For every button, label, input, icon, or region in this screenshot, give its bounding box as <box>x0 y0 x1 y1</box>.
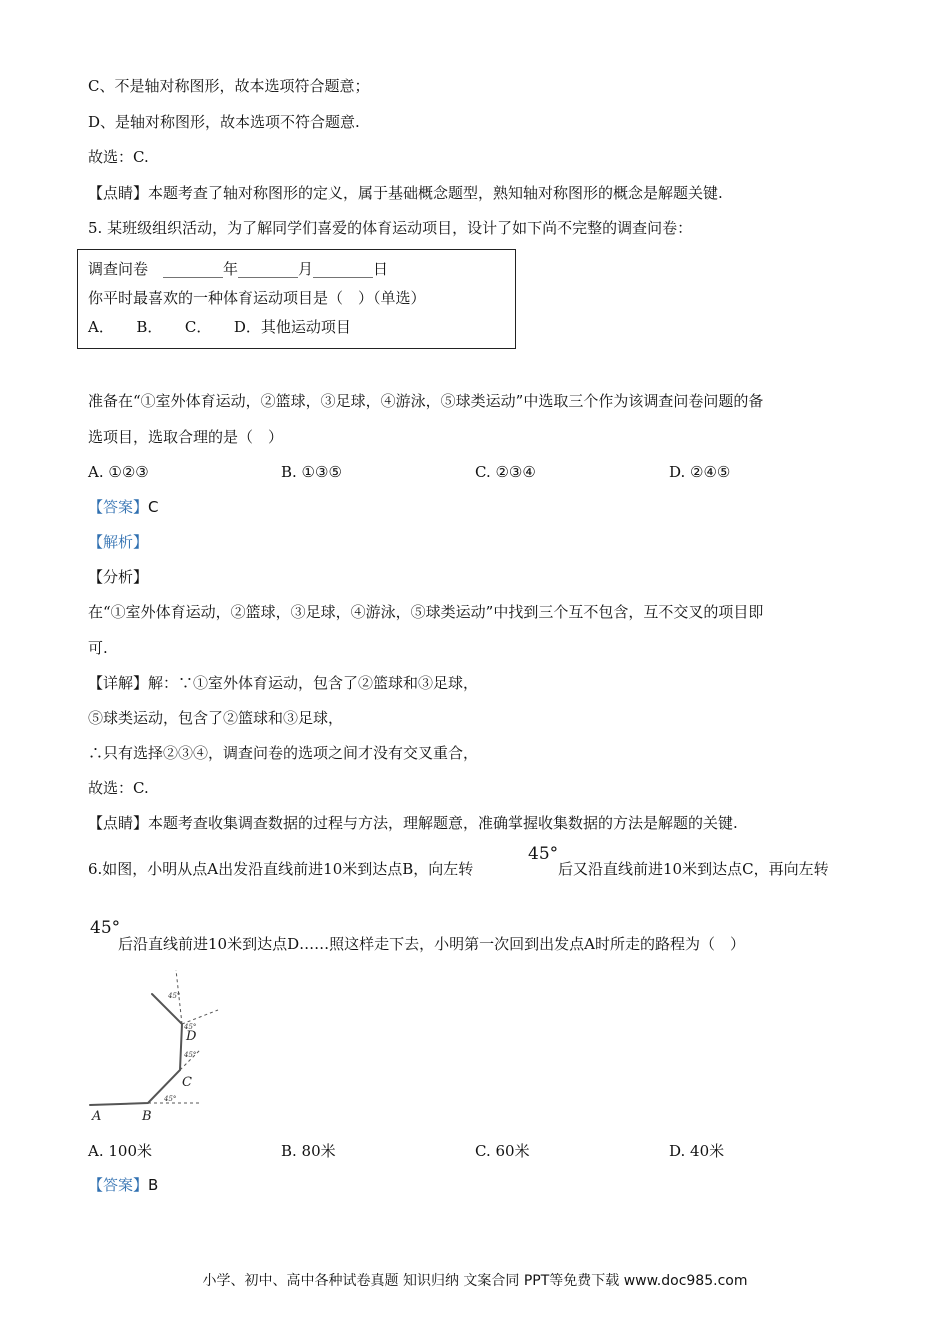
option-a: A. ①②③ <box>88 463 149 481</box>
analysis-tag: 【解析】 <box>88 533 149 551</box>
option-a: A. 100米 <box>88 1142 152 1160</box>
note-tag: 【点睛】 <box>88 814 149 832</box>
walk-path-figure <box>80 970 240 1130</box>
point-label-b: B <box>142 1109 152 1124</box>
angle-mark: 45° <box>168 992 181 1000</box>
question-5-text: 准备在“①室外体育运动，②篮球，③足球，④游泳，⑤球类运动”中选取三个作为该调查问卷问题的备 <box>88 392 764 410</box>
text-line: 故选：C. <box>88 148 149 166</box>
detail-line <box>88 673 478 693</box>
fenxi-text: 在“①室外体育运动，②篮球，③足球，④游泳，⑤球类运动”中找到三个互不包含，互不交叉的项目即 <box>88 603 764 621</box>
note-line <box>88 183 723 203</box>
note-tag: 【点睛】 <box>88 184 149 202</box>
detail-text: 解：∵①室外体育运动，包含了②篮球和③足球， <box>148 674 479 692</box>
option-c: C. ②③④ <box>475 463 536 481</box>
option-c: C. 60米 <box>475 1142 530 1160</box>
answer-line <box>88 1175 158 1195</box>
answer-value: B <box>148 1176 159 1194</box>
option-b: B. ①③⑤ <box>281 463 342 481</box>
text-line: C、不是轴对称图形，故本选项符合题意； <box>88 77 370 95</box>
text-line: D、是轴对称图形，故本选项不符合题意. <box>88 113 360 131</box>
fenxi-text: 可. <box>88 639 108 657</box>
detail-text: 故选：C. <box>88 779 149 797</box>
note-text: 本题考查了轴对称图形的定义，属于基础概念题型，熟知轴对称图形的概念是解题关键. <box>148 184 723 202</box>
point-label-d: D <box>186 1029 197 1044</box>
detail-text: ⑤球类运动，包含了②篮球和③足球， <box>88 709 344 727</box>
question-6-a: 6.如图，小明从点A出发沿直线前进10米到达点B，向左转 <box>88 860 474 878</box>
page-footer: 小学、初中、高中各种试卷真题 知识归纳 文案合同 PPT等免费下载 www.doc985.com <box>202 1273 748 1289</box>
survey-row: A． B． C． D．其他运动项目 <box>88 318 351 336</box>
angle-label: 45° <box>528 844 559 864</box>
survey-row: 调查问卷 ________年________月________日 <box>88 260 389 278</box>
detail-tag: 【详解】 <box>88 674 149 692</box>
angle-mark: 45° <box>184 1023 197 1031</box>
detail-text: ∴只有选择②③④，调查问卷的选项之间才没有交叉重合， <box>88 744 479 762</box>
answer-tag: 【答案】 <box>88 498 149 516</box>
angle-label: 45° <box>90 918 121 938</box>
option-b: B. 80米 <box>281 1142 336 1160</box>
question-6-b: 后又沿直线前进10米到达点C，再向左转 <box>558 860 829 878</box>
note-text: 本题考查收集调查数据的过程与方法，理解题意，准确掌握收集数据的方法是解题的关键. <box>148 814 738 832</box>
angle-mark: 45° <box>164 1095 177 1103</box>
answer-value: C <box>148 498 159 516</box>
survey-box <box>77 249 516 349</box>
fenxi-tag: 【分析】 <box>88 568 149 586</box>
angle-mark: 45° <box>184 1051 197 1059</box>
note-line <box>88 813 738 833</box>
point-label-a: A <box>92 1109 102 1124</box>
survey-row: 你平时最喜欢的一种体育运动项目是（ ）（单选） <box>88 289 426 307</box>
question-5-text: 选项目，选取合理的是（ ） <box>88 428 284 446</box>
answer-tag: 【答案】 <box>88 1176 149 1194</box>
answer-line <box>88 497 159 517</box>
point-label-c: C <box>182 1075 192 1090</box>
question-5: 5. 某班级组织活动，为了解同学们喜爱的体育运动项目，设计了如下尚不完整的调查问卷： <box>88 219 693 237</box>
option-d: D. ②④⑤ <box>669 463 731 481</box>
question-6-c: 后沿直线前进10米到达点D……照这样走下去，小明第一次回到出发点A时所走的路程为（ ） <box>118 935 745 953</box>
option-d: D. 40米 <box>669 1142 725 1160</box>
